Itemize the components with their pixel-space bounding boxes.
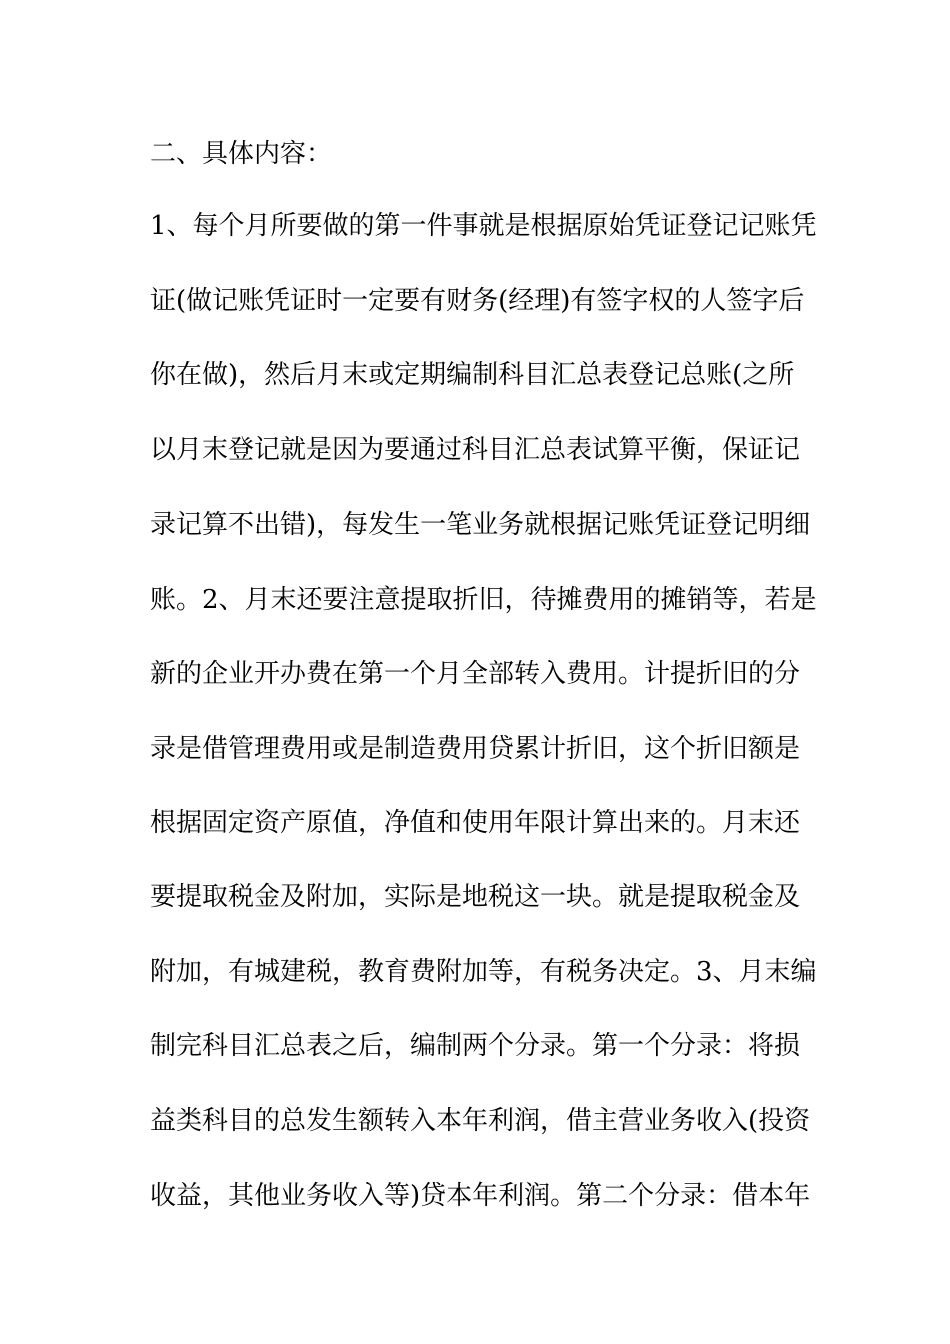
text-line: 收益，其他业务收入等)贷本年利润。第二个分录：借本年 — [150, 1181, 811, 1211]
text-line: 你在做)，然后月末或定期编制科目汇总表登记总账(之所 — [150, 360, 795, 390]
text-line: 以月末登记就是因为要通过科目汇总表试算平衡，保证记 — [150, 435, 801, 465]
text-line: 账。2、月末还要注意提取折旧，待摊费用的摊销等，若是 — [150, 585, 817, 615]
text-line: 要提取税金及附加，实际是地税这一块。就是提取税金及 — [150, 882, 801, 912]
text-line: 附加，有城建税，教育费附加等，有税务决定。3、月末编 — [150, 957, 817, 987]
text-line: 录是借管理费用或是制造费用贷累计折旧，这个折旧额是 — [150, 734, 801, 764]
section-heading: 二、具体内容： — [150, 139, 333, 169]
text-line: 益类科目的总发生额转入本年利润，借主营业务收入(投资 — [150, 1106, 811, 1136]
text-line: 1、每个月所要做的第一件事就是根据原始凭证登记记账凭 — [150, 211, 817, 241]
text-line: 录记算不出错)，每发生一笔业务就根据记账凭证登记明细 — [150, 510, 811, 540]
text-line: 根据固定资产原值，净值和使用年限计算出来的。月末还 — [150, 808, 801, 838]
text-line: 新的企业开办费在第一个月全部转入费用。计提折旧的分 — [150, 659, 801, 689]
text-line: 制完科目汇总表之后，编制两个分录。第一个分录：将损 — [150, 1031, 801, 1061]
text-line: 证(做记账凭证时一定要有财务(经理)有签字权的人签字后 — [150, 286, 805, 316]
